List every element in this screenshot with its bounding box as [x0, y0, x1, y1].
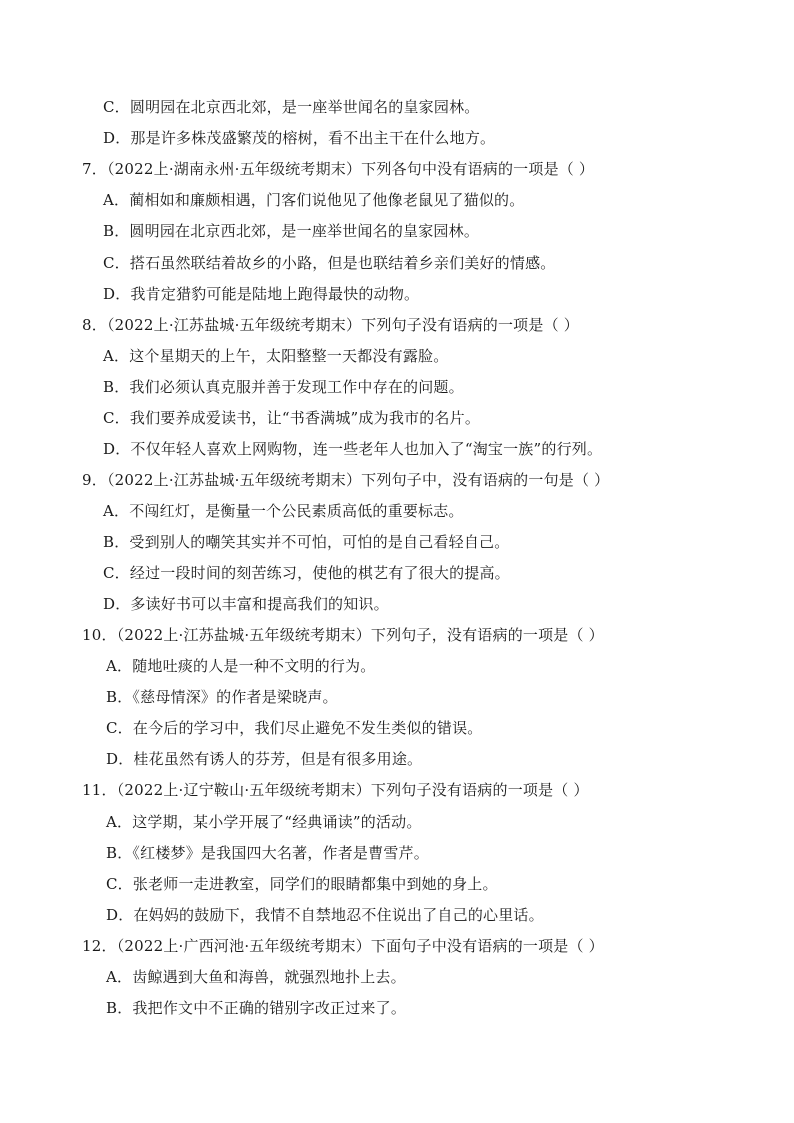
- q10-text: （2022上·江苏盐城·五年级统考期末）下列句子，没有语病的一项是（ ）: [116, 626, 604, 644]
- q12-stem: [82, 936, 604, 956]
- q10-option-b: B．《慈母情深》的作者是梁晓声。: [106, 688, 338, 706]
- q9-number: 9．: [82, 471, 107, 489]
- q7-option-b: B．圆明园在北京西北郊，是一座举世闻名的皇家园林。: [103, 222, 480, 240]
- q7-option-a: A．蔺相如和廉颇相遇，门客们说他见了他像老鼠见了猫似的。: [103, 191, 525, 209]
- q8-stem: [82, 315, 579, 335]
- q7-option-d: D．我肯定猎豹可能是陆地上跑得最快的动物。: [103, 285, 420, 303]
- q7-number: 7．: [82, 160, 107, 178]
- q6-option-d: D．那是许多株茂盛繁茂的榕树，看不出主干在什么地方。: [103, 129, 496, 147]
- q10-option-c: C．在今后的学习中，我们尽止避免不发生类似的错误。: [106, 719, 483, 737]
- q11-option-c: C．张老师一走进教室，同学们的眼睛都集中到她的身上。: [106, 875, 498, 893]
- q12-option-b: B．我把作文中不正确的错别字改正过来了。: [106, 999, 407, 1017]
- q11-text: （2022上·辽宁鞍山·五年级统考期末）下列句子没有语病的一项是（ ）: [116, 781, 589, 799]
- q9-stem: [82, 470, 609, 490]
- q7-text: （2022上·湖南永州·五年级统考期末）下列各句中没有语病的一项是（ ）: [106, 160, 595, 178]
- q8-option-d: D．不仅年轻人喜欢上网购物，连一些老年人也加入了“淘宝一族”的行列。: [103, 440, 603, 458]
- q10-option-a: A．随地吐痰的人是一种不文明的行为。: [106, 657, 376, 675]
- q9-text: （2022上·江苏盐城·五年级统考期末）下列句子中，没有语病的一句是（ ）: [106, 471, 610, 489]
- q9-option-c: C．经过一段时间的刻苦练习，使他的棋艺有了很大的提高。: [103, 564, 510, 582]
- q8-number: 8．: [82, 316, 107, 334]
- q11-number: 11．: [82, 781, 117, 799]
- q7-option-c: C．搭石虽然联结着故乡的小路，但是也联结着乡亲们美好的情感。: [103, 254, 556, 272]
- q9-option-b: B．受到别人的嘲笑其实并不可怕，可怕的是自己看轻自己。: [103, 533, 510, 551]
- q12-option-a: A．齿鲸遇到大鱼和海兽，就强烈地扑上去。: [106, 968, 406, 986]
- q9-option-a: A．不闯红灯，是衡量一个公民素质高低的重要标志。: [103, 502, 464, 520]
- q11-option-a: A．这学期，某小学开展了“经典诵读”的活动。: [106, 813, 422, 831]
- q6-option-c: C．圆明园在北京西北郊，是一座举世闻名的皇家园林。: [103, 98, 480, 116]
- q8-option-c: C．我们要养成爱读书，让“书香满城”成为我市的名片。: [103, 409, 481, 427]
- q8-option-b: B．我们必须认真克服并善于发现工作中存在的问题。: [103, 378, 464, 396]
- q11-stem: [82, 780, 589, 800]
- q10-number: 10．: [82, 626, 117, 644]
- q10-option-d: D．桂花虽然有诱人的芬芳，但是有很多用途。: [106, 750, 423, 768]
- q10-stem: [82, 625, 604, 645]
- q12-text: （2022上·广西河池·五年级统考期末）下面句子中没有语病的一项是（ ）: [116, 937, 604, 955]
- q9-option-d: D．多读好书可以丰富和提高我们的知识。: [103, 595, 389, 613]
- q8-option-a: A．这个星期天的上午，太阳整整一天都没有露脸。: [103, 347, 449, 365]
- q11-option-d: D．在妈妈的鼓励下，我情不自禁地忍不住说出了自己的心里话。: [106, 906, 544, 924]
- q8-text: （2022上·江苏盐城·五年级统考期末）下列句子没有语病的一项是（ ）: [106, 316, 579, 334]
- q11-option-b: B．《红楼梦》是我国四大名著，作者是曹雪芹。: [106, 844, 429, 862]
- q7-stem: [82, 159, 594, 179]
- q12-number: 12．: [82, 937, 117, 955]
